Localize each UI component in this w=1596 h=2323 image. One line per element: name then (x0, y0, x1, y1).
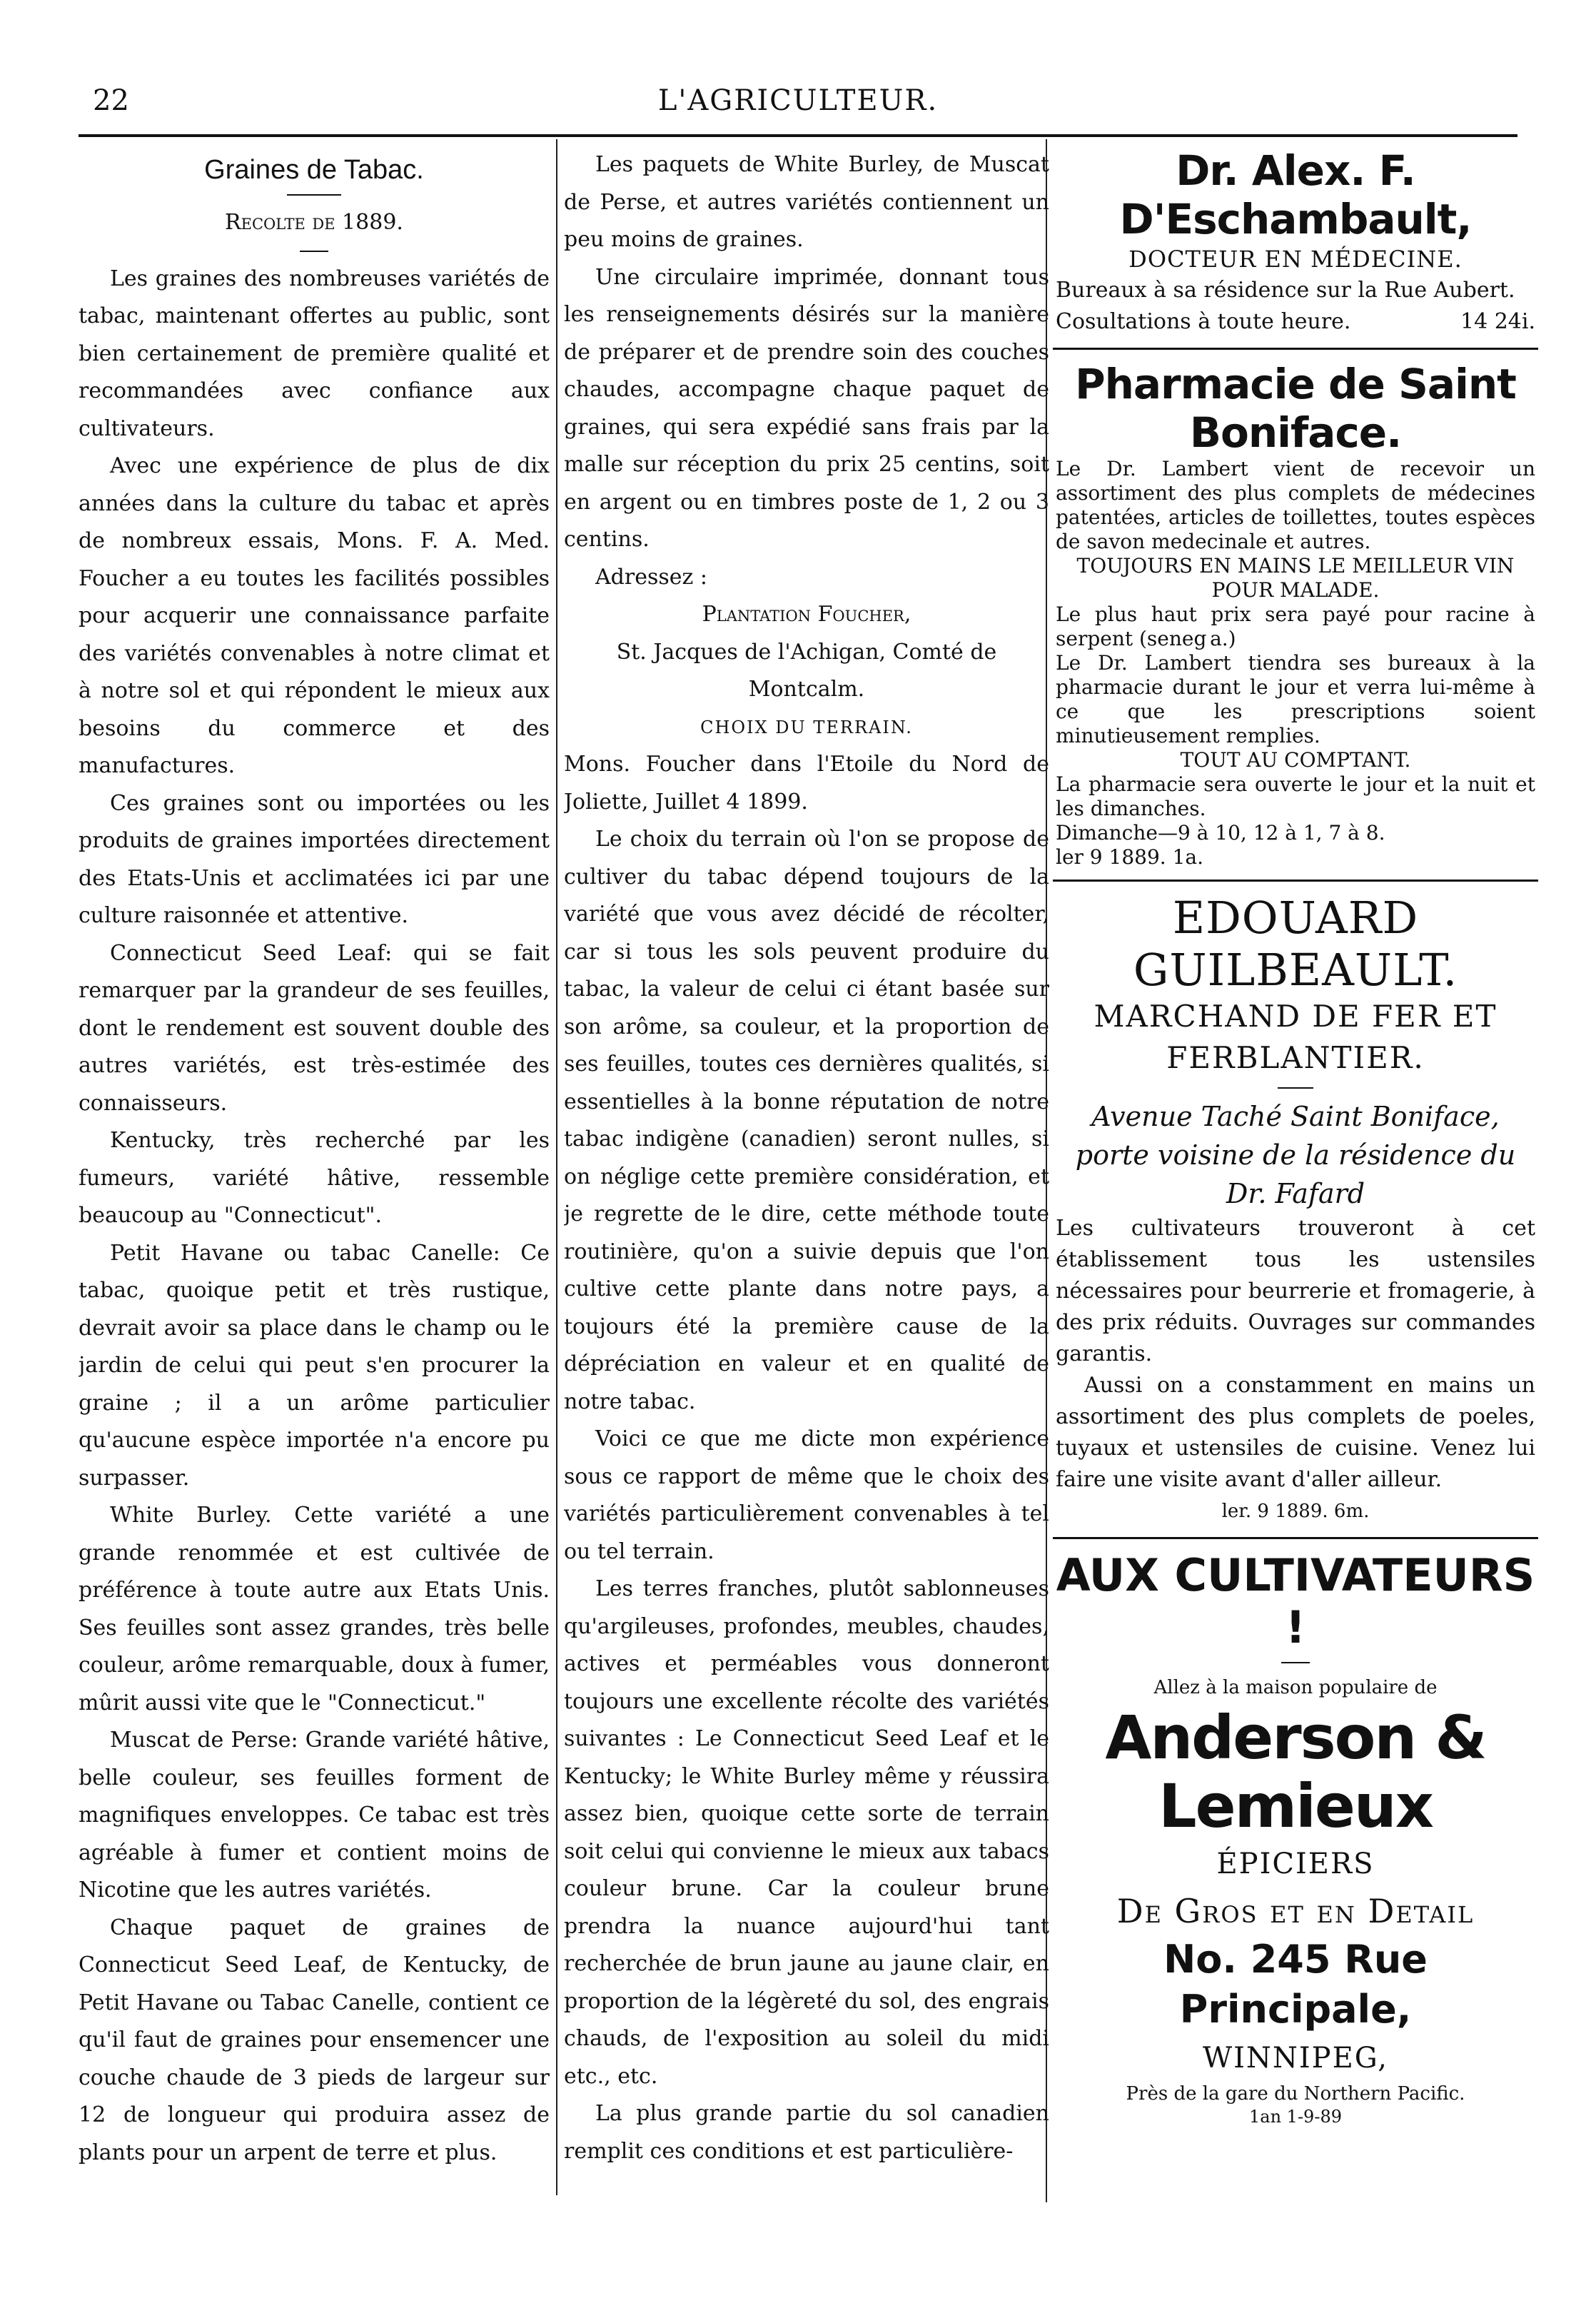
doctor-consult-line (1056, 306, 1535, 338)
pharmacie-text: Le Dr. Lambert vient de recevoir un assortiment des plus complets de médecines patentées, articles de toillettes, toutes espèces de savon medecinale et autres. (1056, 457, 1535, 553)
pharmacie-text: TOUJOURS EN MAINS LE MEILLEUR VIN POUR MALADE. (1076, 554, 1515, 602)
aux-rule (1281, 1662, 1310, 1663)
column-3-ads (1053, 146, 1538, 2209)
pharmacie-text: La pharmacie sera ouverte le jour et la nuit et les dimanches. (1056, 772, 1535, 820)
guilbeault-body: Les cultivateurs trouveront à cet établissement tous les ustensiles nécessaires pour beurrerie et fromagerie, à des prix réduits. Ouvrages sur commandes garantis. (1056, 1216, 1535, 1366)
header-rule (79, 134, 1517, 137)
section-title: CHOIX DU TERRAIN. (700, 717, 913, 737)
ad-doctor (1053, 146, 1538, 338)
pharmacie-text: ler 9 1889. 1a. (1056, 845, 1203, 869)
article-paragraph: Ces graines sont ou importées ou les produits de graines importées directement des Etats-Unis et acclimatées ici par une culture raisonnée et attentive. (79, 790, 550, 928)
article-paragraph: Une circulaire imprimée, donnant tous les renseignements désirés sur la manière de préparer et de prendre soin des couches chaudes, accompagne chaque paquet de graines, qui sera expédié sans frais par la malle sur réception du prix 25 centins, soit en argent ou en timbres poste de 1, 2 ou 3 centins. (564, 264, 1049, 552)
ad-separator (1053, 880, 1538, 882)
section-byline: Mons. Foucher dans l'Etoile du Nord de Joliette, Juillet 4 1899. (564, 752, 1049, 815)
subtitle-rule (300, 251, 328, 252)
store-location: Près de la gare du Northern Pacific. (1126, 2083, 1465, 2105)
article-title: Graines de Tabac. (204, 155, 424, 185)
article-paragraph: Les paquets de White Burley, de Muscat de Perse, et autres variétés contiennent un peu moins de graines. (564, 152, 1049, 252)
pharmacie-text: Le Dr. Lambert tiendra ses bureaux à la pharmacie durant le jour et verra lui-même à ce que les prescriptions soient minutieusement remplies. (1056, 651, 1535, 747)
article-paragraph: Kentucky, très recherché par les fumeurs, variété hâtive, ressemble beaucoup au "Connecticut". (79, 1128, 550, 1228)
page-number: 22 (93, 84, 129, 117)
doctor-title: DOCTEUR EN MÉDECINE. (1128, 246, 1463, 273)
guilbeault-date: ler. 9 1889. 6m. (1221, 1501, 1370, 1522)
store-type: ÉPICIERS (1216, 1848, 1375, 1880)
doctor-bureaux: Bureaux à sa résidence sur la Rue Aubert. (1056, 278, 1515, 303)
guilbeault-body: Aussi on a constamment en mains un assortiment des plus complets de poeles, tuyaux et ustensiles de cuisine. Venez lui faire une visite avant d'aller ailleur. (1056, 1373, 1535, 1492)
article-paragraph: Les graines des nombreuses variétés de tabac, maintenant offertes au public, sont bien certainement de première qualité et recommandées avec confiance aux cultivateurs. (79, 266, 550, 441)
column-1-article (79, 146, 550, 2209)
article-paragraph: La plus grande partie du sol canadien remplit ces conditions et est particulière- (564, 2101, 1049, 2164)
article-paragraph: Muscat de Perse: Grande variété hâtive, belle couleur, ses feuilles forment de magnifiques enveloppes. Ce tabac est très agréable à fumer et contient moins de Nicotine que les autres variétés. (79, 1728, 550, 1903)
guilbeault-trade: FERBLANTIER. (1166, 1040, 1425, 1075)
pharmacie-text: Le plus haut prix sera payé pour racine à serpent (seneg a.) (1056, 603, 1535, 650)
aux-allez: Allez à la maison populaire de (1153, 1677, 1438, 1698)
article-paragraph: Le choix du terrain où l'on se propose de cultiver du tabac dépend toujours de la variété que vous avez décidé de récolter, car si tous les sols peuvent produire du tabac, la valeur de celui ci étant basée sur son arôme, sa couleur, et la proportion de ses feuilles, toutes ces dernières qualités, si essentielles à la bonne réputation de notre tabac indigène (canadien) seront nulles, si on néglige cette première considération, et je regrette de le dire, cette méthode toute routinière, qu'on a suivie depuis que l'on cultive cette plante dans notre pays, a toujours été la première cause de la dépréciation en valeur et en qualité de notre tabac. (564, 827, 1049, 1414)
page-header (79, 77, 1517, 120)
article-subtitle: Recolte de 1889. (225, 210, 403, 235)
article-paragraph: Avec une expérience de plus de dix années dans la culture du tabac et après de nombreux essais, Mons. F. A. Med. Foucher a eu toutes les facilités possibles pour acquerir une connaissance parfaite des variétés convenables à notre climat et à notre sol et qui répondent le mieux aux besoins du commerce et des manufactures. (79, 453, 550, 778)
ad-separator (1053, 348, 1538, 350)
doctor-code: 14 24i. (1460, 309, 1535, 334)
ad-anderson-lemieux (1053, 1549, 1538, 2127)
article-paragraph: Les terres franches, plutôt sablonneuses qu'argileuses, profondes, meubles, chaudes, actives et perméables vous donneront toujours une excellente récolte des variétés suivantes : Le Connecticut Seed Leaf et le Kentucky; le White Burley même y réussira assez bien, quoique cette sorte de terrain soit celui qui convienne le mieux aux tabacs couleur brune. Car la couleur brune prendra la nuance aujourd'hui tant recherchée de brun jaune au jaune clair, en proportion de la légèreté du sol, des engrais chauds, de l'exposition au soleil du midi etc., etc. (564, 1576, 1049, 2089)
adressez-label: Adressez : (595, 564, 707, 590)
article-paragraph: Petit Havane ou tabac Canelle: Ce tabac, quoique petit et très rustique, devrait avoir sa place dans le champ ou le jardin de celui qui peut s'en procurer la graine ; il a un arôme particulier qu'aucune espèce importée n'a encore pu surpasser. (79, 1240, 550, 1491)
ad-guilbeault (1053, 892, 1538, 1527)
column-2-article (564, 146, 1049, 2209)
article-paragraph: Voici ce que me dicte mon expérience sous ce rapport de même que le choix des variétés particulièrement convenables à tel ou tel terrain. (564, 1426, 1049, 1564)
aux-title: AUX CULTIVATEURS ! (1056, 1549, 1535, 1653)
store-name: Anderson & Lemieux (1105, 1703, 1486, 1841)
store-code: 1an 1-9-89 (1249, 2107, 1342, 2127)
store-address: No. 245 Rue Principale, (1163, 1937, 1428, 2032)
doctor-consult: Cosultations à toute heure. (1056, 309, 1351, 334)
pharmacie-text: Dimanche—9 à 10, 12 à 1, 7 à 8. (1056, 821, 1385, 845)
store-scope: De Gros et en Detail (1116, 1892, 1475, 1930)
plantation-address: St. Jacques de l'Achigan, Comté de Montcalm. (616, 639, 997, 702)
store-city: WINNIPEG, (1202, 2042, 1389, 2075)
article-paragraph: Connecticut Seed Leaf: qui se fait remarquer par la grandeur de ses feuilles, dont le rendement est souvent double des autres variétés, est très-estimée des connaisseurs. (79, 940, 550, 1116)
pharmacie-text: TOUT AU COMPTANT. (1180, 748, 1411, 772)
pharmacie-title: Pharmacie de Saint Boniface. (1075, 360, 1516, 457)
newspaper-title: L'AGRICULTEUR. (657, 84, 939, 117)
guilbeault-trade: MARCHAND DE FER ET (1094, 999, 1497, 1034)
article-paragraph: Chaque paquet de graines de Connecticut Seed Leaf, de Kentucky, de Petit Havane ou Tabac Canelle, contient ce qu'il faut de graines pour ensemencer une couche chaude de 3 pieds de largeur sur 12 de longueur qui produira assez de plants pour un arpent de terre et plus. (79, 1915, 550, 2165)
guilbeault-rule (1278, 1087, 1313, 1089)
ad-separator (1053, 1537, 1538, 1539)
doctor-name: Dr. Alex. F. D'Eschambault, (1119, 146, 1472, 243)
plantation-name: Plantation Foucher, (702, 602, 911, 627)
column-divider-1 (556, 139, 557, 2195)
ad-pharmacie (1053, 360, 1538, 870)
guilbeault-address: Avenue Taché Saint Boniface, porte voisine de la résidence du Dr. Fafard (1075, 1101, 1516, 1209)
article-paragraph: White Burley. Cette variété a une grande renommée et est cultivée de préférence à toute autre aux Etats Unis. Ses feuilles sont assez grandes, très belle couleur, arôme remarquable, doux à fumer, mûrit aussi vite que le "Connecticut." (79, 1503, 550, 1715)
title-rule (287, 194, 341, 196)
guilbeault-title: EDOUARD GUILBEAULT. (1133, 892, 1458, 996)
